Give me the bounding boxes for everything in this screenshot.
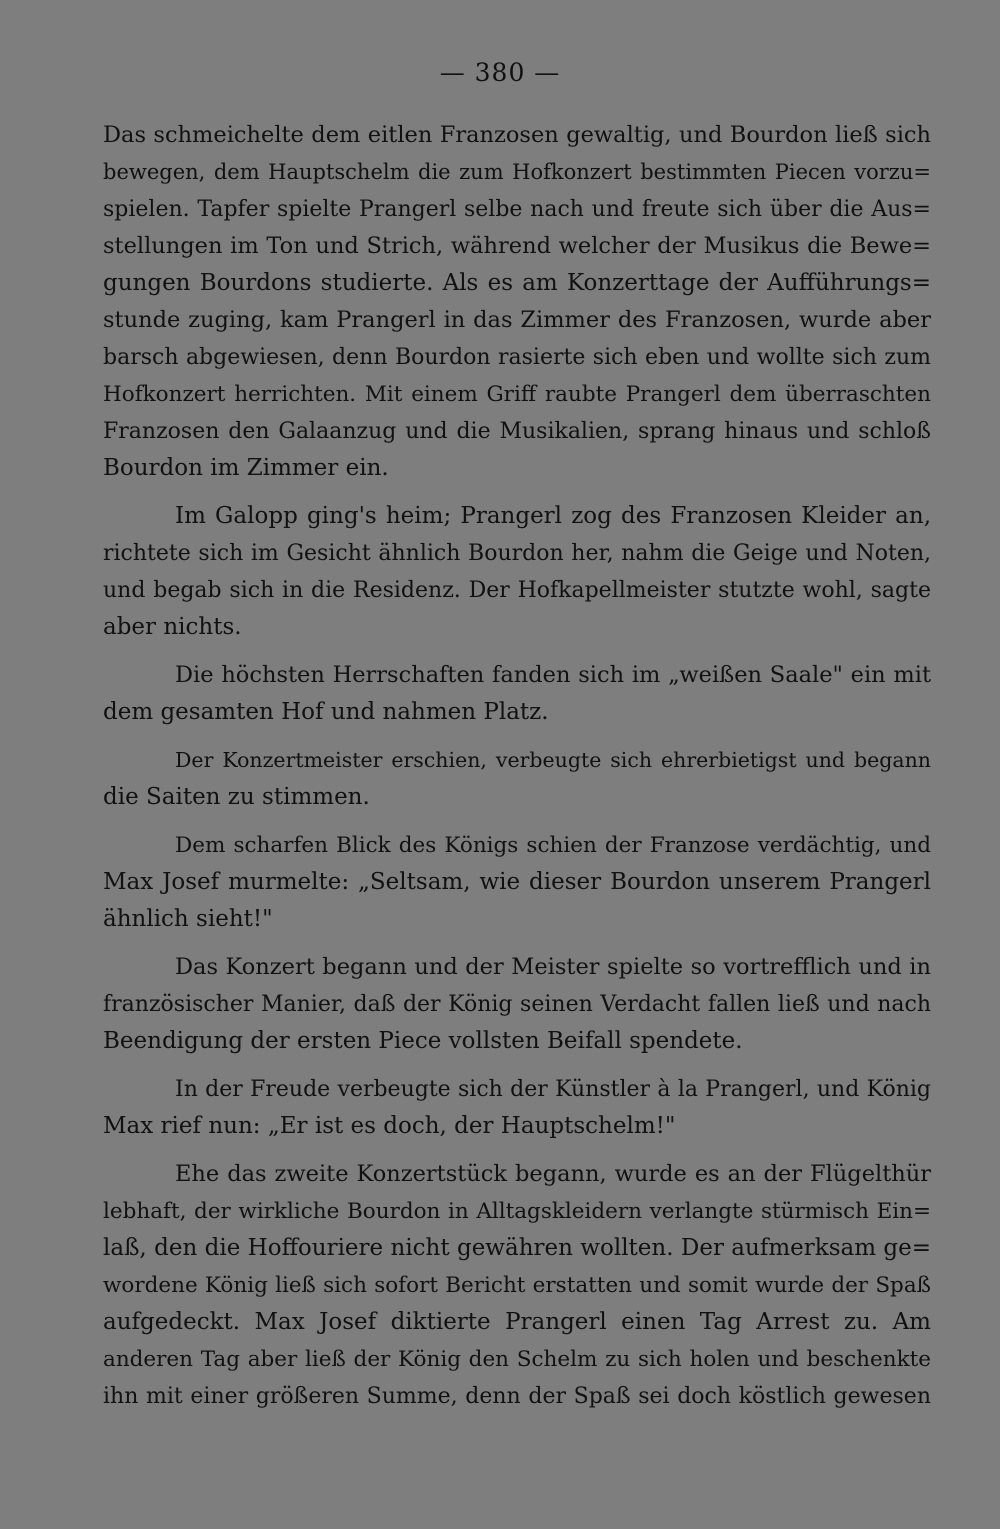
paragraph — [103, 117, 931, 487]
text-line: aber nichts. — [103, 614, 242, 640]
text-line: Franzosen den Galaanzug und die Musikalien, sprang hinaus und schloß — [103, 419, 931, 444]
text-line: und begab sich in die Residenz. Der Hofkapellmeister stutzte wohl, sagte — [103, 578, 931, 603]
text-line: Ehe das zweite Konzertstück begann, wurde es an der Flügelthür — [175, 1161, 931, 1187]
paragraph — [103, 1156, 931, 1415]
text-line: barsch abgewiesen, denn Bourdon rasierte sich eben und wollte sich zum — [103, 345, 931, 370]
text-line: lebhaft, der wirkliche Bourdon in Alltagskleidern verlangte stürmisch Ein= — [103, 1199, 931, 1224]
text-line: Der Konzertmeister erschien, verbeugte sich ehrerbietigst und begann — [175, 748, 931, 772]
text-line: gungen Bourdons studierte. Als es am Konzerttage der Aufführungs= — [103, 270, 931, 296]
text-line: Die höchsten Herrschaften fanden sich im „weißen Saale" ein mit — [175, 662, 931, 688]
text-line: Das Konzert begann und der Meister spielte so vortrefflich und in — [175, 954, 931, 980]
text-line: Beendigung der ersten Piece vollsten Beifall spendete. — [103, 1028, 743, 1054]
text-line: französischer Manier, daß der König seinen Verdacht fallen ließ und nach — [103, 992, 931, 1017]
text-line: bewegen, dem Hauptschelm die zum Hofkonzert bestimmten Piecen vorzu= — [103, 160, 931, 184]
paragraph — [103, 742, 931, 816]
paragraph — [103, 949, 931, 1060]
paragraph — [103, 827, 931, 938]
text-line: stellungen im Ton und Strich, während welcher der Musikus die Bewe= — [103, 233, 931, 259]
text-line: stunde zuging, kam Prangerl in das Zimmer des Franzosen, wurde aber — [103, 307, 931, 333]
paragraph — [103, 657, 931, 731]
page-number: — 380 — — [439, 58, 561, 87]
text-line: die Saiten zu stimmen. — [103, 784, 370, 810]
text-line: ihn mit einer größeren Summe, denn der Spaß sei doch köstlich gewesen — [103, 1384, 931, 1409]
text-line: Das schmeichelte dem eitlen Franzosen gewaltig, und Bourdon ließ sich — [103, 122, 931, 148]
paragraph — [103, 1071, 931, 1145]
page-body — [103, 117, 931, 1415]
text-line: anderen Tag aber ließ der König den Schelm zu sich holen und beschenkte — [103, 1347, 931, 1372]
text-line: Max Josef murmelte: „Seltsam, wie dieser Bourdon unserem Prangerl — [103, 869, 931, 895]
text-line: wordene König ließ sich sofort Bericht erstatten und somit wurde der Spaß — [103, 1273, 931, 1298]
text-line: aufgedeckt. Max Josef diktierte Prangerl einen Tag Arrest zu. Am — [103, 1309, 931, 1335]
text-line: Max rief nun: „Er ist es doch, der Hauptschelm!" — [103, 1113, 676, 1139]
text-line: Bourdon im Zimmer ein. — [103, 455, 389, 481]
text-line: laß, den die Hoffouriere nicht gewähren wollten. Der aufmerksam ge= — [103, 1235, 931, 1261]
text-line: Im Galopp ging's heim; Prangerl zog des Franzosen Kleider an, — [175, 503, 931, 529]
text-line: Dem scharfen Blick des Königs schien der Franzose verdächtig, und — [175, 833, 931, 858]
text-line: spielen. Tapfer spielte Prangerl selbe nach und freute sich über die Aus= — [103, 197, 931, 222]
text-line: In der Freude verbeugte sich der Künstler à la Prangerl, und König — [175, 1077, 931, 1102]
text-line: richtete sich im Gesicht ähnlich Bourdon her, nahm die Geige und Noten, — [103, 541, 931, 566]
paragraph — [103, 498, 931, 646]
text-line: Hofkonzert herrichten. Mit einem Griff raubte Prangerl dem überraschten — [103, 382, 931, 407]
text-line: dem gesamten Hof und nahmen Platz. — [103, 699, 549, 725]
text-line: ähnlich sieht!" — [103, 906, 273, 932]
